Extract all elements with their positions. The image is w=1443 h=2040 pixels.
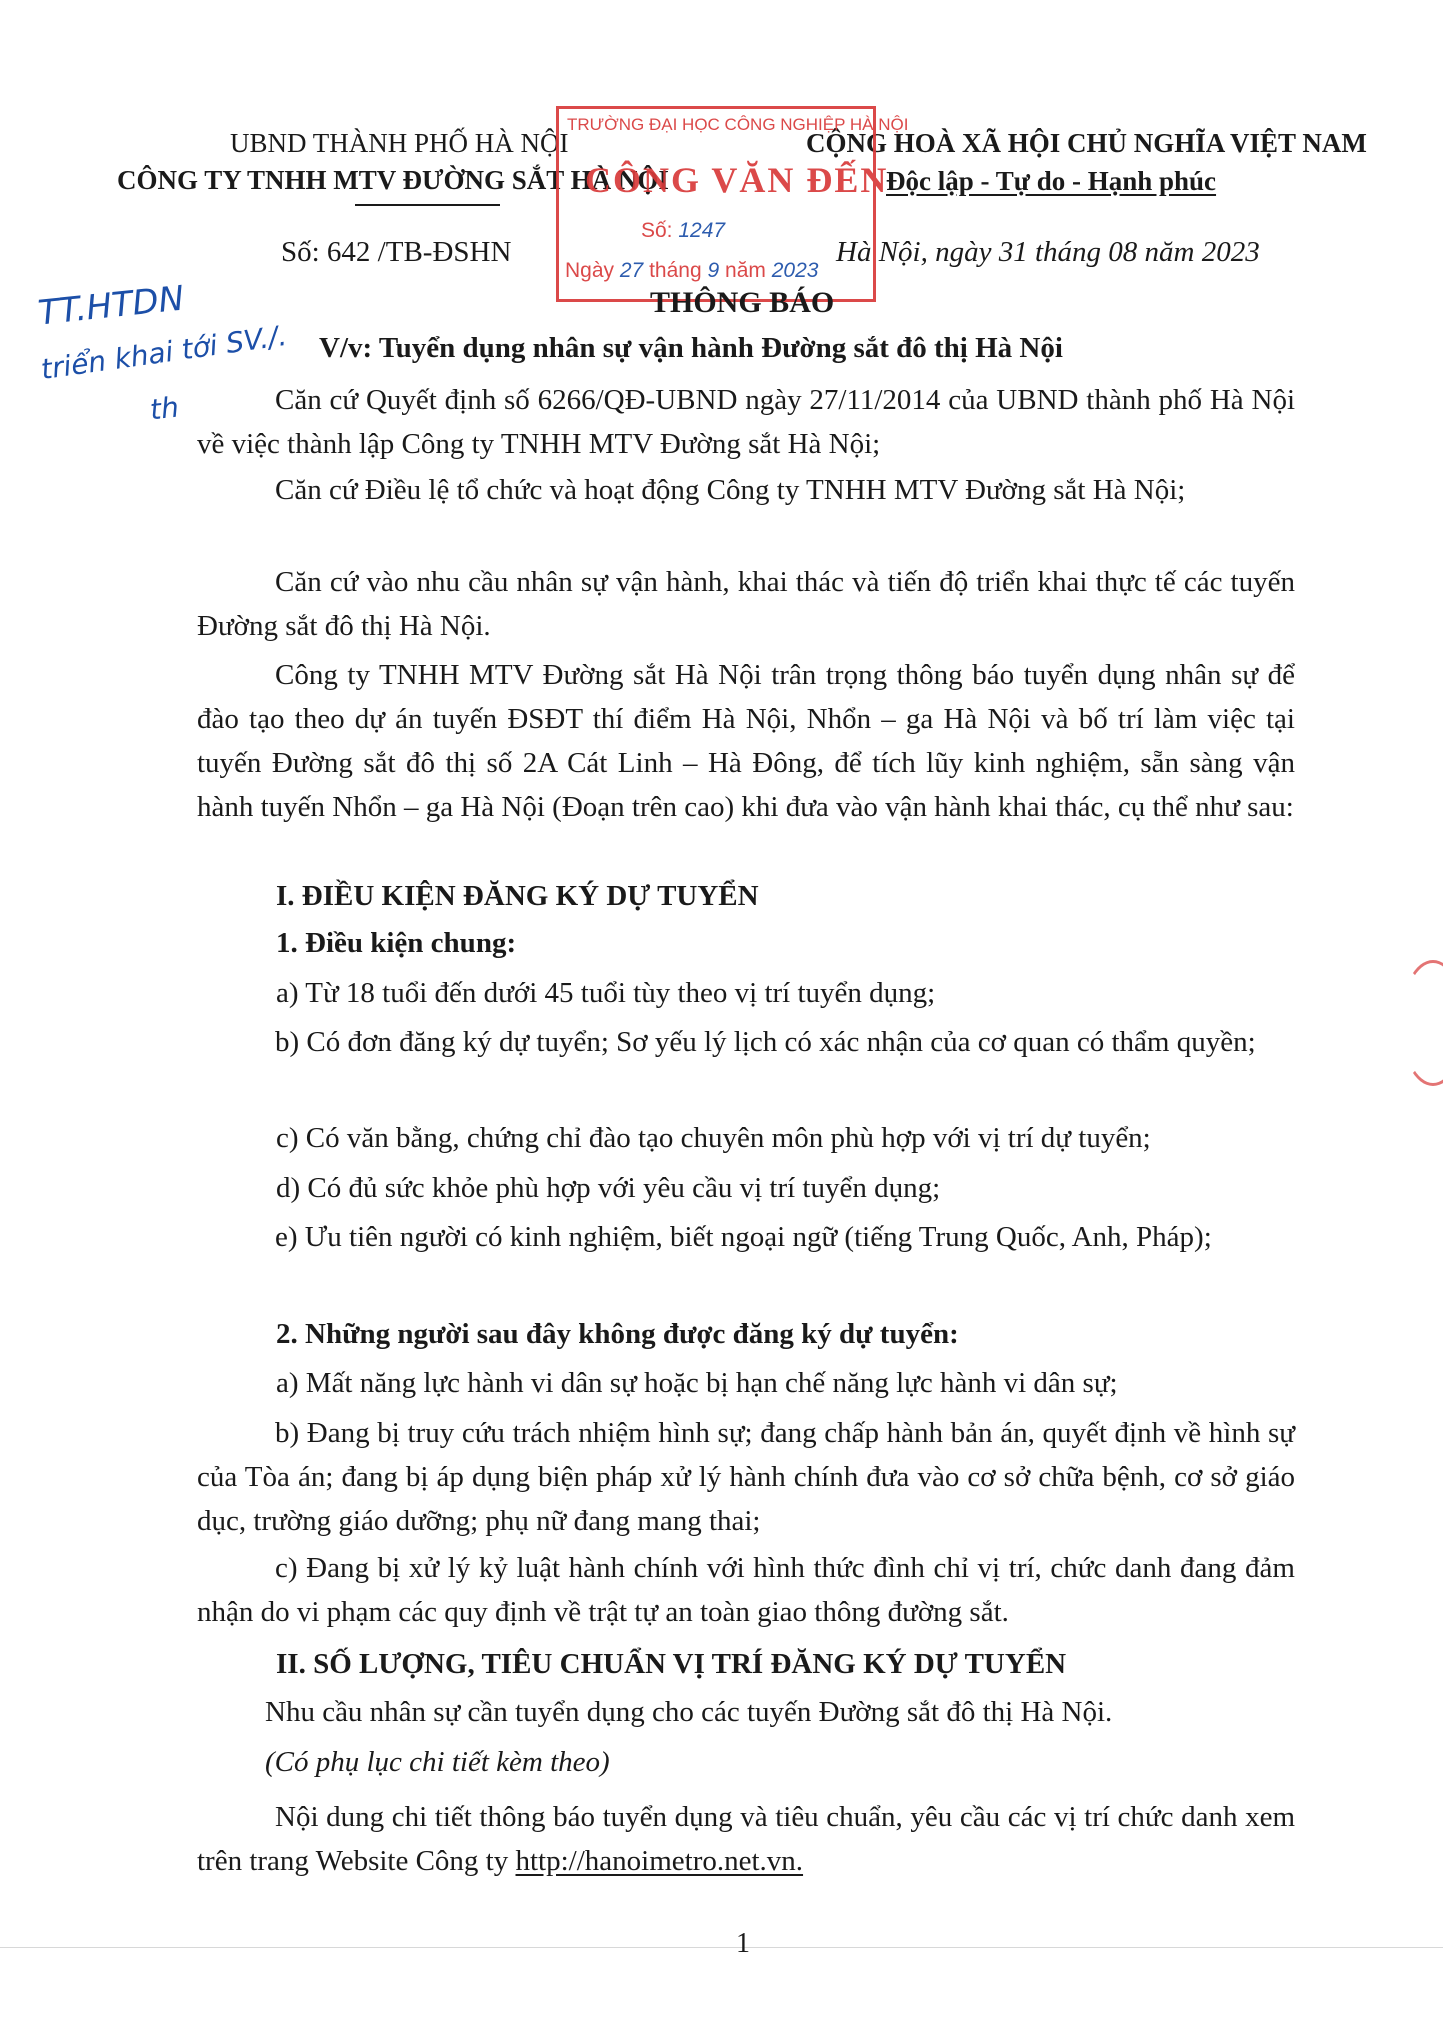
- stamp-date-day: 27: [619, 259, 644, 282]
- stamp-month-label: tháng: [649, 259, 702, 282]
- stamp-year-label: năm: [725, 259, 766, 282]
- stamp-number-row: [641, 219, 725, 243]
- company-website-link[interactable]: http://hanoimetro.net.vn.: [515, 1845, 804, 1877]
- handwritten-note-line2: triển khai tới SV./.: [38, 318, 289, 387]
- header-left-line1: UBND THÀNH PHỐ HÀ NỘI: [230, 128, 569, 158]
- exclusion-item-b: b) Đang bị truy cứu trách nhiệm hình sự; đang chấp hành bản án, quyết định về hình sự của Tòa án; đang bị áp dụng biện pháp xử lý hành chính đưa vào cơ sở chữa bệnh, cơ sở giáo dục, trường giáo dưỡng; phụ nữ đang mang thai;: [197, 1417, 1295, 1537]
- paragraph-announcement: Công ty TNHH MTV Đường sắt Hà Nội trân trọng thông báo tuyển dụng nhân sự để đào tạo theo dự án tuyến ĐSĐT thí điểm Hà Nội, Nhổn – ga Hà Nội và bố trí làm việc tại tuyến Đường sắt đô thị số 2A Cát Linh – Hà Đông, để tích lũy kinh nghiệm, sẵn sàng vận hành tuyến Nhổn – ga Hà Nội (Đoạn trên cao) khi đưa vào vận hành khai thác, cụ thể như sau:: [197, 659, 1295, 823]
- section2-paragraph-3: [197, 1795, 1295, 1883]
- document-date: Hà Nội, ngày 31 tháng 08 năm 2023: [836, 236, 1260, 268]
- document-number: Số: 642 /TB-ĐSHN: [281, 236, 512, 268]
- stamp-date-month: 9: [707, 259, 720, 282]
- handwritten-note-line1: TT.HTDN: [36, 278, 186, 334]
- section2-paragraph-2: (Có phụ lục chi tiết kèm theo): [265, 1746, 610, 1778]
- stamp-date-row: [565, 259, 818, 283]
- header-left-line2: CÔNG TY TNHH MTV ĐƯỜNG SẮT HÀ NỘI: [117, 165, 669, 195]
- paragraph-legal-basis-2: Căn cứ Điều lệ tổ chức và hoạt động Công ty TNHH MTV Đường sắt Hà Nội;: [275, 474, 1186, 506]
- exclusion-item-a: a) Mất năng lực hành vi dân sự hoặc bị hạn chế năng lực hành vi dân sự;: [276, 1367, 1118, 1399]
- document-subject: V/v: Tuyển dụng nhân sự vận hành Đường sắt đô thị Hà Nội: [319, 332, 1063, 364]
- stamp-number-value: 1247: [678, 219, 726, 242]
- stamp-title: CÔNG VĂN ĐẾN: [585, 160, 889, 200]
- section2-paragraph-1: Nhu cầu nhân sự cần tuyển dụng cho các tuyến Đường sắt đô thị Hà Nội.: [265, 1696, 1113, 1728]
- condition-item-a: a) Từ 18 tuổi đến dưới 45 tuổi tùy theo vị trí tuyển dụng;: [276, 977, 936, 1009]
- section1-sub2: 2. Những người sau đây không được đăng ký dự tuyển:: [276, 1318, 959, 1350]
- exclusion-item-c: c) Đang bị xử lý kỷ luật hành chính với hình thức đình chỉ vị trí, chức danh đang đảm nhận do vi phạm các quy định về trật tự an toàn giao thông đường sắt.: [197, 1552, 1295, 1628]
- section2-paragraph-3-text: Nội dung chi tiết thông báo tuyển dụng và tiêu chuẩn, yêu cầu các vị trí chức danh xem trên trang Website Công ty: [197, 1801, 1295, 1877]
- section1-sub1: 1. Điều kiện chung:: [276, 927, 517, 959]
- partial-seal-mark: [1400, 960, 1443, 1086]
- paragraph-legal-basis-3: Căn cứ vào nhu cầu nhân sự vận hành, khai thác và tiến độ triển khai thực tế các tuyến Đường sắt đô thị Hà Nội.: [197, 566, 1295, 642]
- section2-heading: II. SỐ LƯỢNG, TIÊU CHUẨN VỊ TRÍ ĐĂNG KÝ DỰ TUYỂN: [276, 1648, 1067, 1680]
- condition-item-b: b) Có đơn đăng ký dự tuyển; Sơ yếu lý lịch có xác nhận của cơ quan có thẩm quyền;: [275, 1026, 1256, 1058]
- header-right-line2: Độc lập - Tự do - Hạnh phúc: [886, 166, 1217, 196]
- document-title: THÔNG BÁO: [650, 286, 835, 319]
- paragraph-legal-basis-1: Căn cứ Quyết định số 6266/QĐ-UBND ngày 27/11/2014 của UBND thành phố Hà Nội về việc thành lập Công ty TNHH MTV Đường sắt Hà Nội;: [197, 384, 1295, 460]
- header-right-line1: CỘNG HOÀ XÃ HỘI CHỦ NGHĨA VIỆT NAM: [806, 128, 1367, 158]
- condition-item-c: c) Có văn bằng, chứng chỉ đào tạo chuyên môn phù hợp với vị trí dự tuyển;: [276, 1122, 1151, 1154]
- footer-divider: [0, 1947, 1443, 1948]
- received-stamp: [556, 106, 909, 302]
- section1-heading: I. ĐIỀU KIỆN ĐĂNG KÝ DỰ TUYỂN: [276, 880, 759, 912]
- condition-item-d: d) Có đủ sức khỏe phù hợp với yêu cầu vị trí tuyển dụng;: [276, 1172, 941, 1204]
- stamp-number-label: Số:: [641, 219, 673, 242]
- condition-item-e: e) Ưu tiên người có kinh nghiệm, biết ngoại ngữ (tiếng Trung Quốc, Anh, Pháp);: [275, 1221, 1212, 1253]
- stamp-org: TRƯỜNG ĐẠI HỌC CÔNG NGHIỆP HÀ NỘI: [567, 115, 909, 134]
- stamp-date-year: 2023: [771, 259, 819, 282]
- header-left-divider: [355, 204, 500, 206]
- handwritten-note-line3: th: [148, 390, 181, 427]
- page-number: 1: [736, 1928, 750, 1959]
- stamp-date-label: Ngày: [565, 259, 615, 282]
